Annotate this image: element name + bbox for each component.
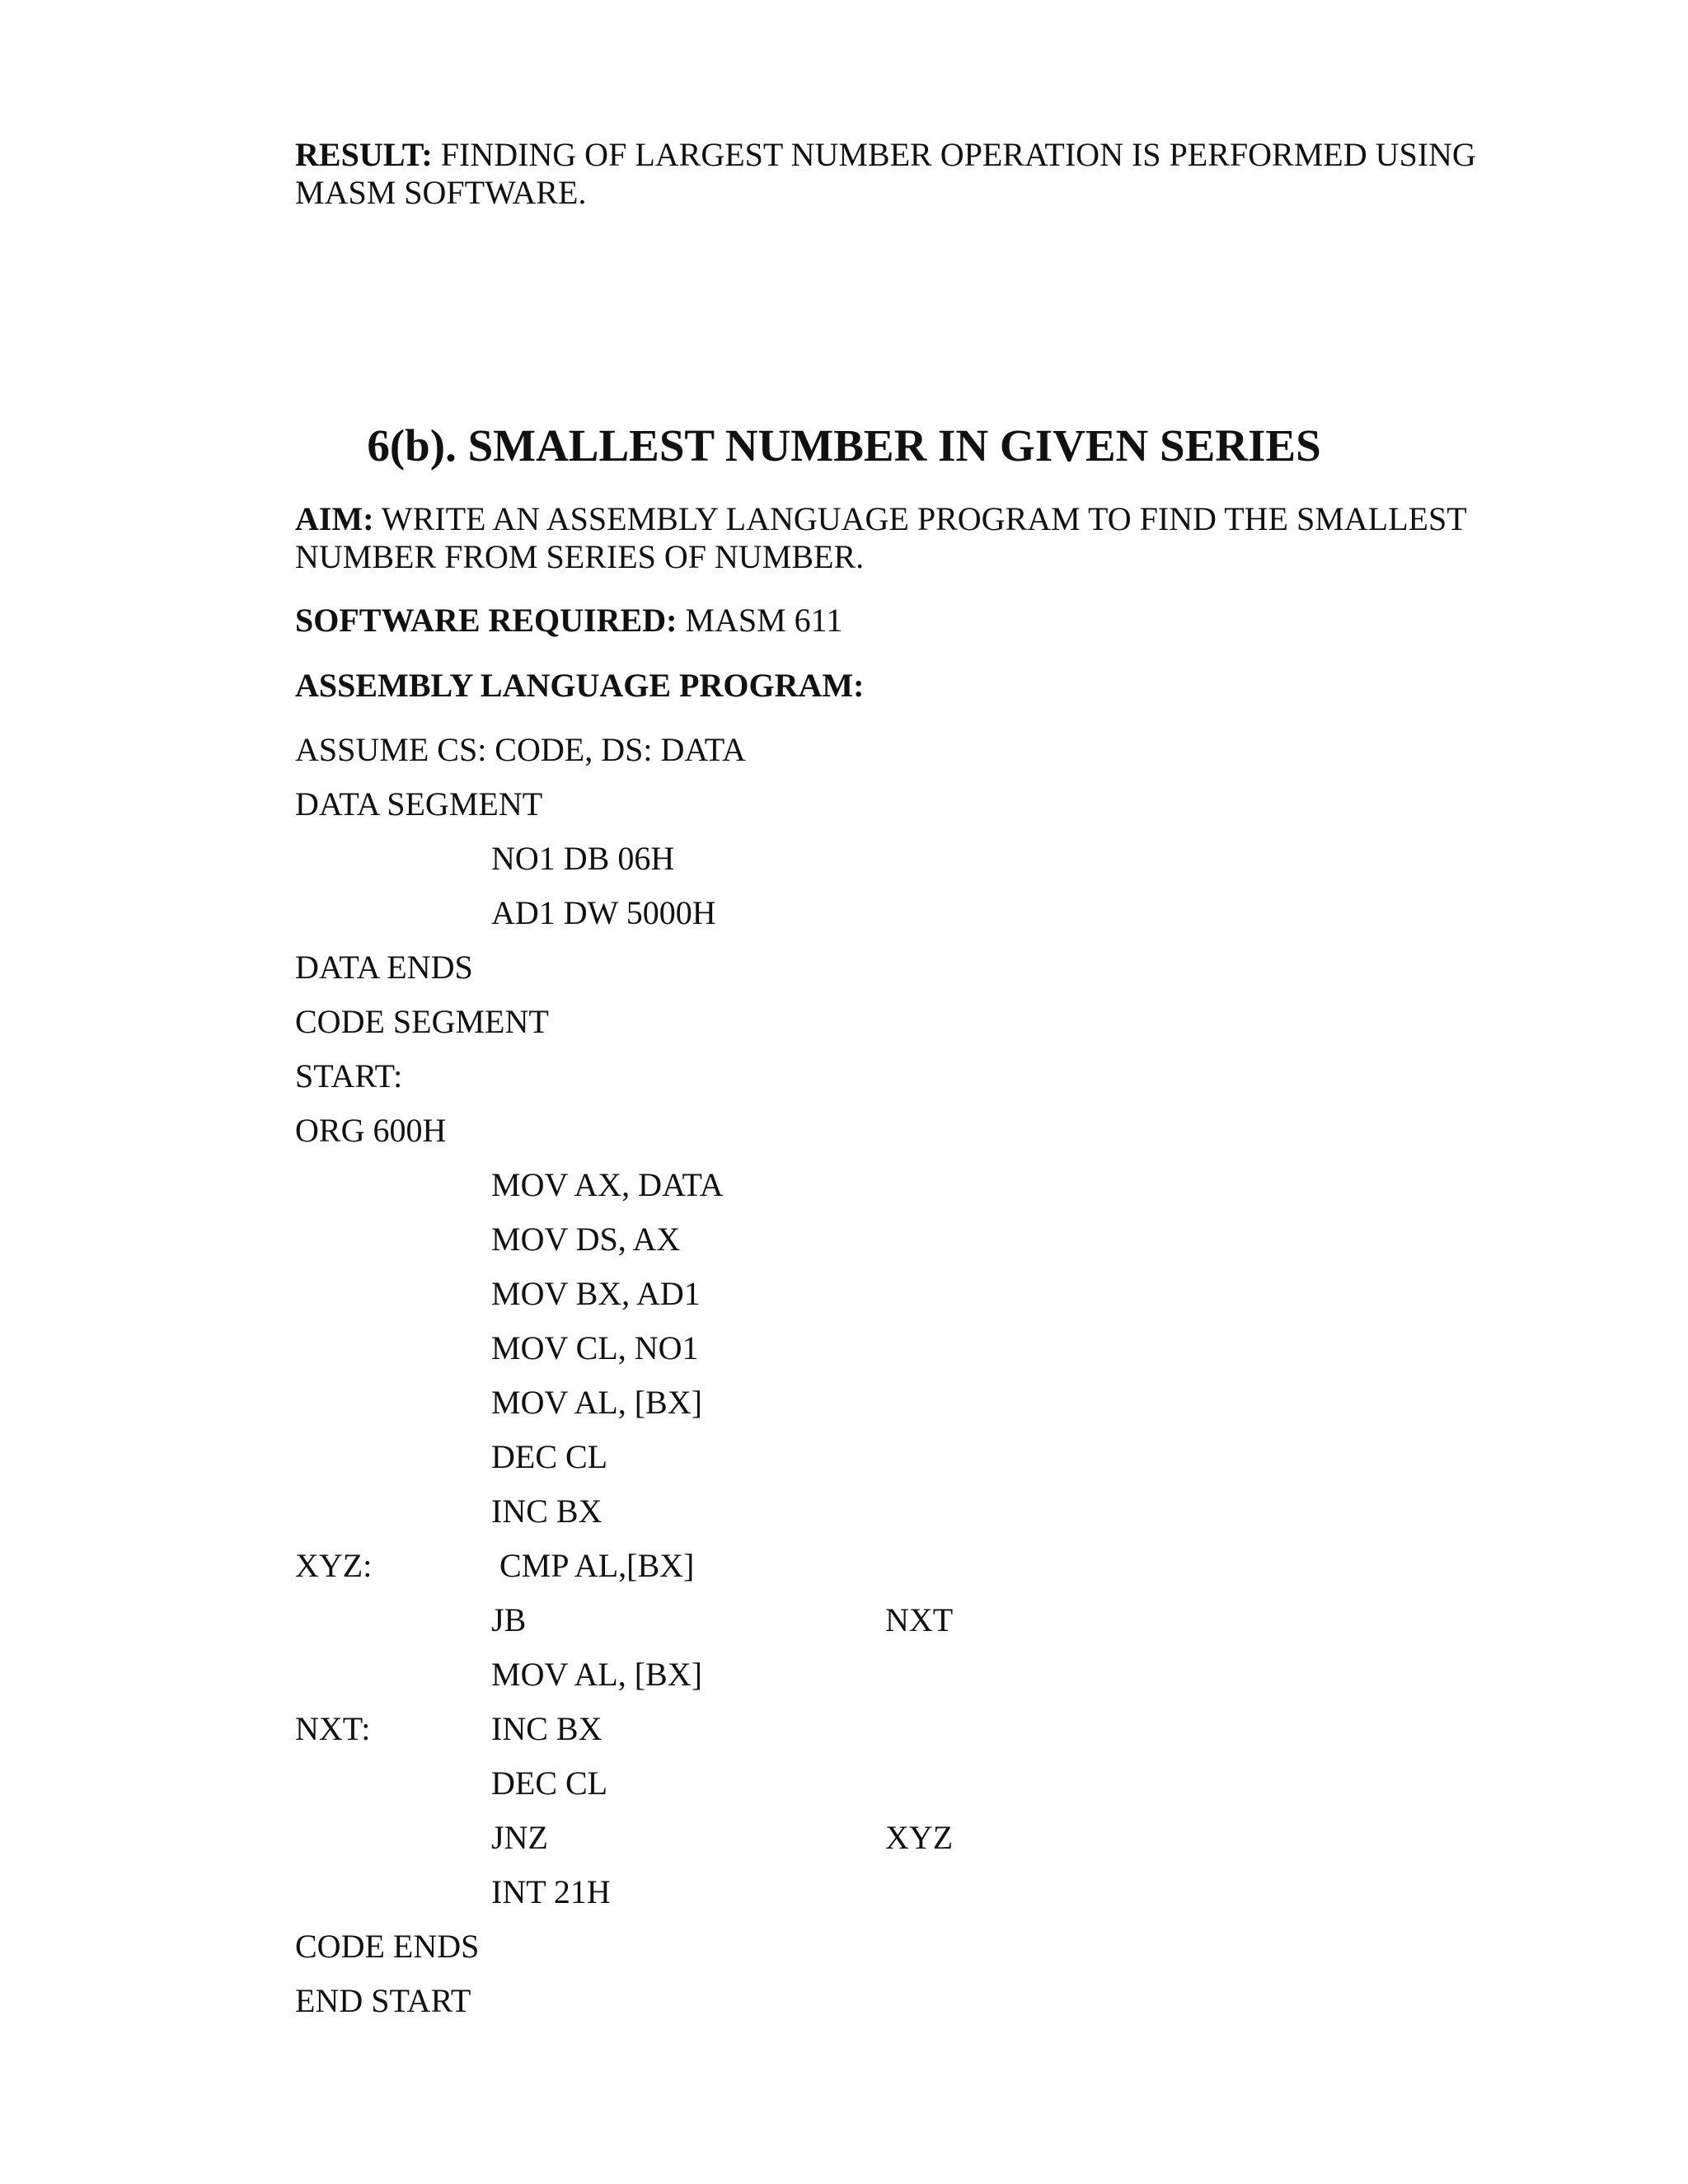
aim-paragraph — [295, 500, 1490, 576]
result-paragraph — [295, 136, 1490, 212]
result-text: FINDING OF LARGEST NUMBER OPERATION IS PERFORMED USING MASM SOFTWARE. — [295, 136, 1476, 211]
software-text: MASM 611 — [677, 602, 843, 639]
code-line: DEC CL — [491, 1438, 608, 1475]
code-line: JNZ — [491, 1819, 548, 1856]
code-line: DATA ENDS — [295, 949, 473, 986]
code-line: MOV AL, [BX] — [491, 1656, 702, 1693]
code-line: MOV AL, [BX] — [491, 1384, 702, 1421]
code-label: NXT: — [295, 1710, 371, 1747]
code-line: NO1 DB 06H — [491, 840, 675, 877]
aim-label: AIM: — [295, 500, 374, 537]
code-line: INC BX — [491, 1710, 603, 1747]
code-line: ASSUME CS: CODE, DS: DATA — [295, 731, 746, 768]
code-line: MOV CL, NO1 — [491, 1329, 699, 1366]
code-line: CODE ENDS — [295, 1928, 480, 1965]
code-line: CMP AL,[BX] — [499, 1547, 695, 1584]
program-heading-text: ASSEMBLY LANGUAGE PROGRAM: — [295, 667, 865, 704]
code-line: INC BX — [491, 1493, 603, 1530]
software-label: SOFTWARE REQUIRED: — [295, 602, 678, 639]
code-line: START: — [295, 1057, 403, 1094]
code-label: XYZ: — [295, 1547, 373, 1584]
code-line: MOV AX, DATA — [491, 1166, 724, 1203]
code-line: END START — [295, 1982, 471, 2019]
aim-text: WRITE AN ASSEMBLY LANGUAGE PROGRAM TO FIND THE SMALLEST NUMBER FROM SERIES OF NUMBER. — [295, 500, 1466, 575]
program-heading — [295, 667, 1490, 705]
code-line: DEC CL — [491, 1765, 608, 1802]
code-line: ORG 600H — [295, 1112, 447, 1149]
code-line: DATA SEGMENT — [295, 785, 543, 823]
section-title: 6(b). SMALLEST NUMBER IN GIVEN SERIES — [367, 420, 1321, 471]
software-paragraph — [295, 602, 1490, 640]
code-line: MOV DS, AX — [491, 1221, 681, 1258]
result-label: RESULT: — [295, 136, 433, 173]
code-operand: NXT — [885, 1601, 954, 1638]
code-line: AD1 DW 5000H — [491, 894, 716, 931]
code-line: JB — [491, 1601, 527, 1638]
code-line: INT 21H — [491, 1873, 611, 1910]
code-operand: XYZ — [885, 1819, 954, 1856]
code-line: CODE SEGMENT — [295, 1003, 549, 1040]
code-line: MOV BX, AD1 — [491, 1275, 701, 1312]
